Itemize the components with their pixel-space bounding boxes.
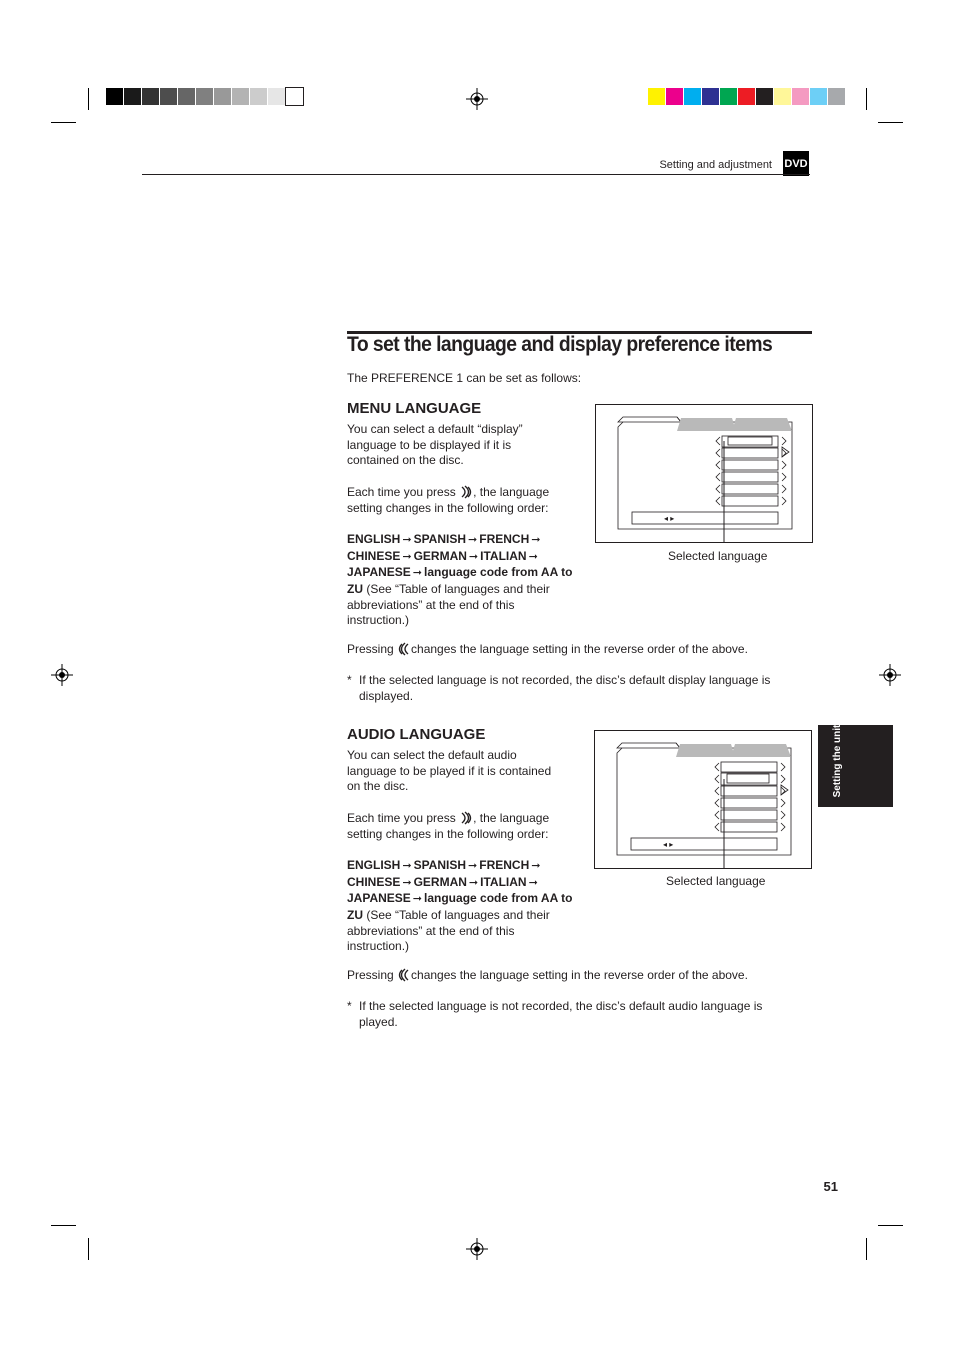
arrow-icon: ➞ bbox=[468, 859, 478, 872]
text-line: setting changes in the following order: bbox=[347, 826, 549, 841]
color-swatch bbox=[250, 88, 267, 105]
language-name: language code from AA to bbox=[424, 565, 573, 580]
registration-mark-icon bbox=[879, 664, 901, 686]
language-name: GERMAN bbox=[413, 548, 467, 563]
color-swatch bbox=[648, 88, 665, 105]
text-line: abbreviations” at the end of this bbox=[347, 923, 515, 938]
menu-language-heading: MENU LANGUAGE bbox=[347, 400, 482, 417]
crop-mark bbox=[88, 88, 89, 110]
arrow-icon: ➞ bbox=[531, 533, 541, 546]
registration-mark-icon bbox=[466, 1238, 488, 1260]
screen-nav-arrows: ◂ ▸ bbox=[663, 840, 674, 849]
menu-language-note bbox=[347, 673, 770, 704]
text-line: language to be played if it is contained bbox=[347, 763, 552, 778]
audio-language-body bbox=[347, 748, 587, 955]
audio-language-screen-diagram bbox=[594, 730, 812, 869]
registration-mark-icon bbox=[466, 88, 488, 110]
order-line bbox=[347, 565, 587, 582]
crop-mark bbox=[878, 122, 903, 123]
text-line bbox=[347, 485, 587, 501]
osd-screen-illustration bbox=[595, 731, 811, 868]
arrow-icon: ➞ bbox=[402, 550, 412, 563]
text-span: , the language bbox=[473, 484, 550, 499]
color-swatch bbox=[792, 88, 809, 105]
section-label: Setting and adjustment bbox=[659, 159, 772, 171]
text-line: contained on the disc. bbox=[347, 453, 464, 468]
order-line bbox=[347, 549, 587, 566]
language-name: FRENCH bbox=[479, 857, 530, 872]
text-line: on the disc. bbox=[347, 779, 409, 794]
arrow-icon: ➞ bbox=[528, 550, 538, 563]
crop-mark bbox=[878, 1225, 903, 1226]
crop-mark bbox=[866, 1238, 867, 1260]
text-line: You can select the default audio bbox=[347, 748, 517, 762]
color-swatch bbox=[828, 88, 845, 105]
crop-mark bbox=[866, 88, 867, 110]
color-swatch bbox=[268, 88, 285, 105]
page-number: 51 bbox=[823, 1179, 838, 1194]
text-span: changes the language setting in the reverse order of the above. bbox=[411, 968, 748, 982]
reverse-button-icon bbox=[397, 968, 411, 982]
reverse-button-icon bbox=[397, 642, 411, 656]
arrow-icon: ➞ bbox=[412, 893, 423, 906]
menu-language-body bbox=[347, 422, 587, 629]
language-name: ENGLISH bbox=[347, 531, 401, 546]
order-line bbox=[347, 875, 587, 892]
text-line: displayed. bbox=[359, 688, 414, 703]
color-swatch bbox=[124, 88, 141, 105]
menu-language-reverse-text bbox=[347, 642, 748, 658]
language-name: language code from AA to bbox=[424, 891, 573, 906]
color-swatch bbox=[178, 88, 195, 105]
language-name: ZU bbox=[347, 908, 363, 922]
note-asterisk: * bbox=[347, 673, 352, 687]
color-swatch bbox=[720, 88, 737, 105]
order-line bbox=[347, 858, 587, 875]
color-calibration-bar bbox=[648, 88, 846, 105]
color-swatch bbox=[774, 88, 791, 105]
arrow-icon: ➞ bbox=[468, 876, 479, 889]
page-title: To set the language and display preference items bbox=[347, 333, 773, 356]
arrow-icon: ➞ bbox=[402, 876, 412, 889]
section-side-tab bbox=[818, 725, 893, 807]
color-swatch bbox=[738, 88, 755, 105]
language-name: ITALIAN bbox=[480, 874, 527, 889]
language-name: SPANISH bbox=[413, 857, 467, 872]
arrow-icon: ➞ bbox=[402, 533, 412, 546]
audio-language-note bbox=[347, 999, 762, 1030]
arrow-icon: ➞ bbox=[528, 876, 538, 889]
osd-screen-illustration bbox=[596, 405, 812, 542]
language-name: CHINESE bbox=[347, 874, 401, 889]
text-line: You can select a default “display” bbox=[347, 422, 523, 436]
arrow-icon: ➞ bbox=[468, 550, 479, 563]
dvd-badge: DVD bbox=[783, 151, 809, 176]
menu-language-screen-diagram bbox=[595, 404, 813, 543]
text-line: setting changes in the following order: bbox=[347, 500, 549, 515]
arrow-icon: ➞ bbox=[531, 859, 541, 872]
color-swatch bbox=[756, 88, 773, 105]
selected-language-caption: Selected language bbox=[668, 549, 768, 563]
crop-mark bbox=[51, 122, 76, 123]
text-line bbox=[347, 811, 587, 827]
order-line bbox=[347, 908, 587, 924]
language-name: JAPANESE bbox=[347, 565, 411, 580]
color-swatch bbox=[106, 88, 123, 105]
color-swatch bbox=[702, 88, 719, 105]
crop-mark bbox=[51, 1225, 76, 1226]
text-line: instruction.) bbox=[347, 613, 410, 628]
registration-mark-icon bbox=[51, 664, 73, 686]
order-line bbox=[347, 582, 587, 598]
language-name: ENGLISH bbox=[347, 857, 401, 872]
language-name: GERMAN bbox=[413, 874, 467, 889]
screen-nav-arrows: ◂ ▸ bbox=[664, 514, 675, 523]
note-asterisk: * bbox=[347, 999, 352, 1013]
color-swatch bbox=[810, 88, 827, 105]
intro-text: The PREFERENCE 1 can be set as follows: bbox=[347, 371, 582, 385]
text-span: (See “Table of languages and their bbox=[363, 908, 550, 922]
arrow-icon: ➞ bbox=[412, 567, 423, 580]
text-line: played. bbox=[359, 1014, 398, 1029]
color-swatch bbox=[286, 88, 303, 105]
text-span: Each time you press bbox=[347, 484, 460, 499]
crop-mark bbox=[88, 1238, 89, 1260]
text-span: , the language bbox=[473, 810, 550, 825]
text-span: Each time you press bbox=[347, 810, 460, 825]
gray-calibration-bar bbox=[106, 88, 304, 105]
color-swatch bbox=[196, 88, 213, 105]
text-span: Pressing bbox=[347, 642, 398, 656]
text-span: changes the language setting in the reverse order of the above. bbox=[411, 642, 748, 656]
language-name: CHINESE bbox=[347, 548, 401, 563]
color-swatch bbox=[214, 88, 231, 105]
color-swatch bbox=[142, 88, 159, 105]
selected-language-caption: Selected language bbox=[666, 874, 766, 888]
text-line: If the selected language is not recorded, the disc’s default display language is bbox=[359, 673, 771, 687]
header-divider bbox=[142, 174, 810, 175]
color-swatch bbox=[232, 88, 249, 105]
order-line bbox=[347, 891, 587, 908]
text-span: (See “Table of languages and their bbox=[363, 582, 550, 596]
color-swatch bbox=[666, 88, 683, 105]
color-swatch bbox=[684, 88, 701, 105]
language-name: SPANISH bbox=[413, 531, 467, 546]
arrow-icon: ➞ bbox=[468, 533, 478, 546]
arrow-icon: ➞ bbox=[402, 859, 412, 872]
language-name: FRENCH bbox=[479, 531, 530, 546]
text-span: Pressing bbox=[347, 968, 398, 982]
color-swatch bbox=[160, 88, 177, 105]
forward-button-icon bbox=[459, 485, 473, 499]
text-line: instruction.) bbox=[347, 939, 410, 954]
text-line: abbreviations” at the end of this bbox=[347, 597, 515, 612]
text-line: If the selected language is not recorded, the disc’s default audio language is bbox=[359, 999, 763, 1013]
audio-language-heading: AUDIO LANGUAGE bbox=[347, 726, 486, 743]
audio-language-reverse-text bbox=[347, 968, 748, 984]
language-name: JAPANESE bbox=[347, 891, 411, 906]
side-tab-label: Setting the unit bbox=[832, 724, 843, 798]
order-line bbox=[347, 532, 587, 549]
language-name: ITALIAN bbox=[480, 548, 527, 563]
language-name: ZU bbox=[347, 582, 363, 596]
forward-button-icon bbox=[459, 811, 473, 825]
text-line: language to be displayed if it is bbox=[347, 437, 512, 452]
